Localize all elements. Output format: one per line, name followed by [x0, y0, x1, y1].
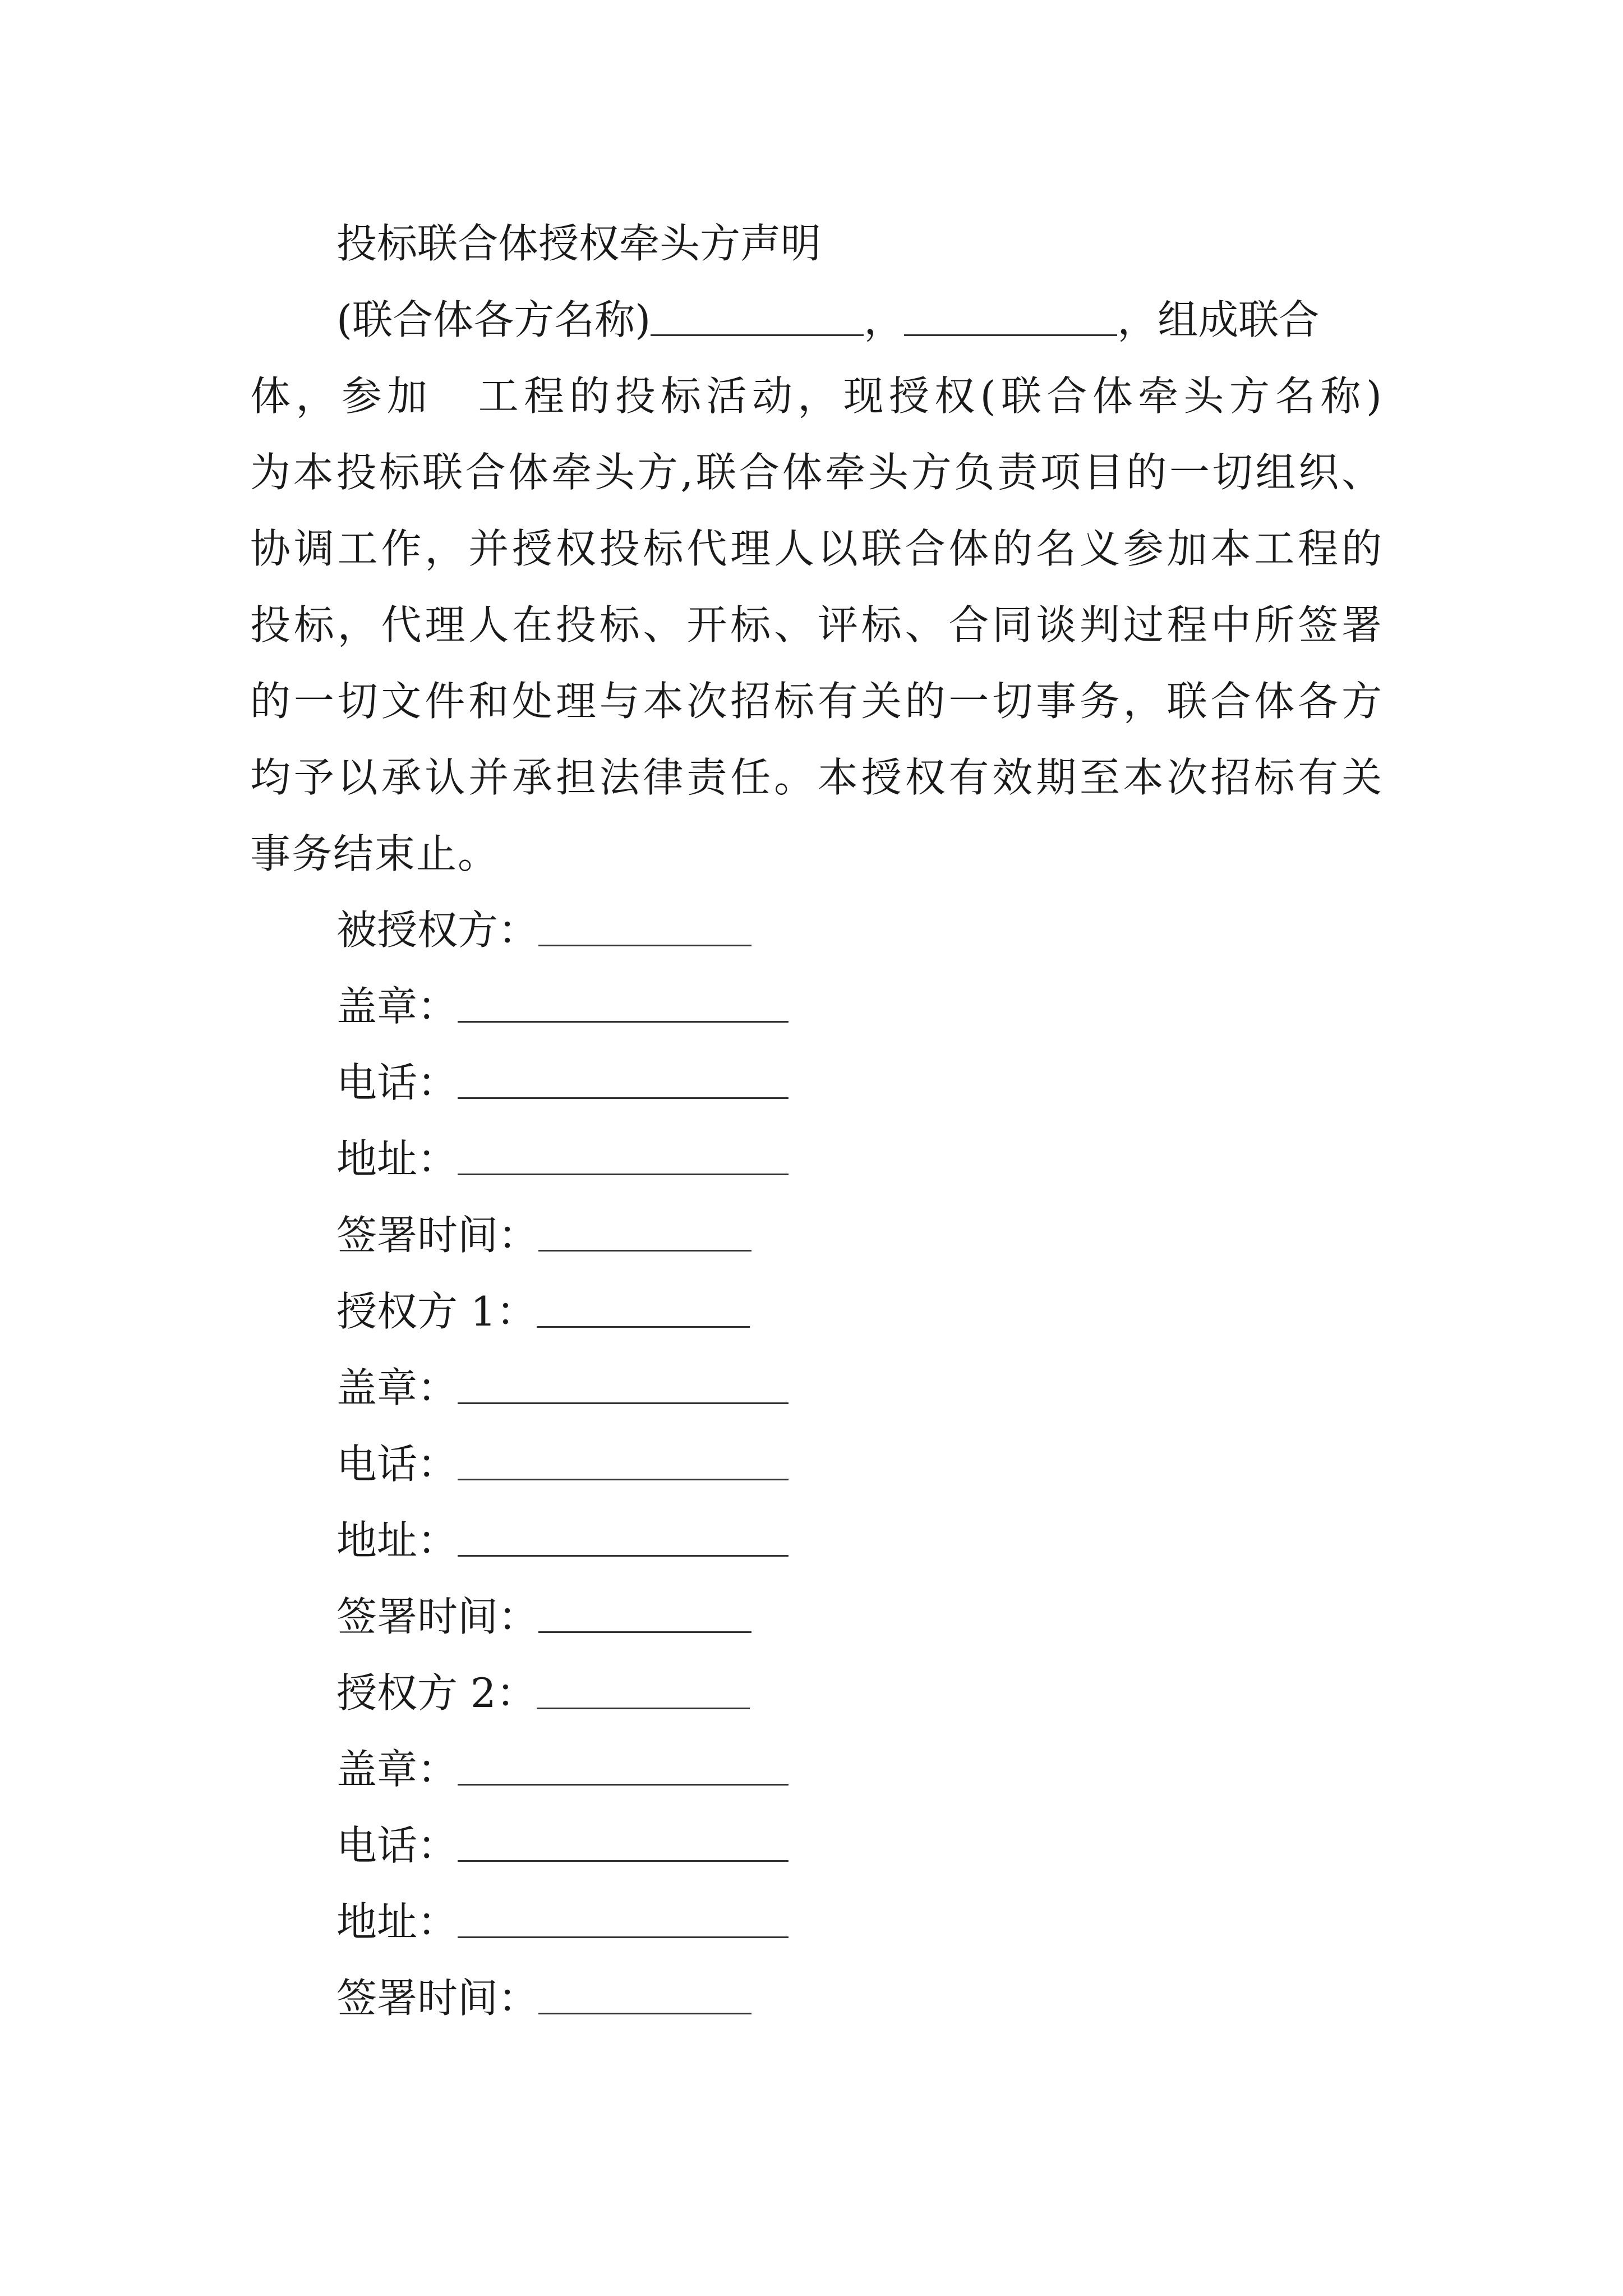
member-name-blank-1[interactable] [651, 295, 864, 336]
seal-label: 盖章： [336, 1746, 458, 1793]
intro-line-1-tail: ，组成联合 [1117, 296, 1320, 343]
address-field [336, 1132, 789, 1186]
sign-date-field [336, 1971, 751, 2025]
phone-field [336, 1819, 789, 1872]
authorizing-party-2-field [336, 1666, 750, 1720]
seal-field [336, 979, 789, 1033]
sign-date-blank[interactable] [538, 1592, 751, 1633]
phone-label: 电话： [336, 1059, 458, 1106]
document-title: 投标联合体授权牵头方声明 [336, 220, 822, 267]
authorized-party-field [336, 903, 751, 957]
address-field [336, 1895, 789, 1949]
phone-label: 电话： [336, 1441, 458, 1488]
member-name-blank-2[interactable] [904, 295, 1117, 336]
seal-field [336, 1742, 789, 1796]
address-blank[interactable] [458, 1516, 789, 1557]
intro-line-8: 事务结束止。 [250, 830, 500, 877]
intro-line-4: 协调工作，并授权投标代理人以联合体的名义参加本工程的 [250, 525, 1383, 572]
sign-date-field [336, 1590, 751, 1644]
comma: ， [864, 296, 905, 343]
authorized-party-label: 被授权方： [336, 907, 539, 954]
sign-date-blank[interactable] [538, 1973, 751, 2014]
consortium-names-label: (联合体各方名称) [336, 296, 651, 343]
intro-line-6: 的一切文件和处理与本次招标有关的一切事务，联合体各方 [250, 678, 1383, 725]
address-blank[interactable] [458, 1134, 789, 1175]
sign-date-label: 签署时间： [336, 1975, 539, 2022]
address-label: 地址： [336, 1898, 458, 1945]
seal-blank[interactable] [458, 1745, 789, 1786]
seal-field [336, 1361, 789, 1415]
seal-blank[interactable] [458, 1363, 789, 1404]
phone-field [336, 1437, 789, 1491]
intro-line-5: 投标，代理人在投标、开标、评标、合同谈判过程中所签署 [250, 601, 1383, 648]
authorizing-party-1-blank[interactable] [537, 1287, 750, 1328]
authorizing-party-1-label: 授权方 1： [336, 1288, 537, 1335]
phone-label: 电话： [336, 1822, 458, 1869]
sign-date-label: 签署时间： [336, 1593, 539, 1640]
authorizing-party-1-field [336, 1285, 750, 1338]
address-blank[interactable] [458, 1897, 789, 1938]
authorized-party-blank[interactable] [538, 905, 751, 946]
sign-date-label: 签署时间： [336, 1212, 539, 1259]
phone-blank[interactable] [458, 1821, 789, 1862]
phone-blank[interactable] [458, 1058, 789, 1099]
seal-label: 盖章： [336, 983, 458, 1030]
address-label: 地址： [336, 1517, 458, 1564]
intro-line-7: 均予以承认并承担法律责任。本授权有效期至本次招标有关 [250, 754, 1383, 801]
intro-line-2: 体，参加 工程的投标活动，现授权(联合体牵头方名称) [250, 372, 1383, 420]
authorizing-party-2-blank[interactable] [537, 1668, 750, 1709]
authorizing-party-2-label: 授权方 2： [336, 1669, 537, 1717]
sign-date-field [336, 1208, 751, 1262]
phone-blank[interactable] [458, 1439, 789, 1480]
intro-line-1 [336, 293, 1319, 347]
sign-date-blank[interactable] [538, 1211, 751, 1251]
address-field [336, 1513, 789, 1567]
address-label: 地址： [336, 1135, 458, 1182]
phone-field [336, 1056, 789, 1110]
seal-blank[interactable] [458, 982, 789, 1023]
seal-label: 盖章： [336, 1364, 458, 1411]
intro-line-3: 为本投标联合体牵头方,联合体牵头方负责项目的一切组织、 [250, 449, 1383, 496]
